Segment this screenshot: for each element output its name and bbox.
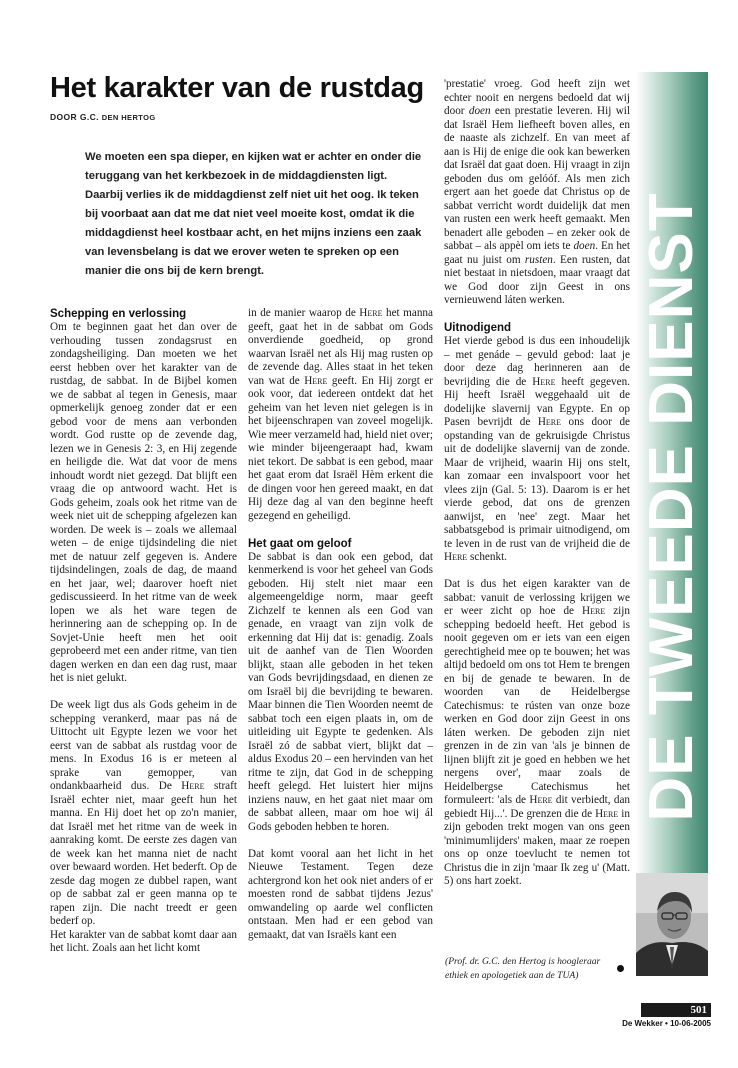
paragraph: Het vierde gebod is dus een inhoudelijk – met genáde – gevuld gebod: laat je door deze dag herinneren aan de bevrijding die de Here heeft gegeven. Hij heeft Israël weggehaald uit de dodelijke slavernij van Egypte. En op Pasen bevrijdt de Here ons door de opstanding van de gekruisigde Christus uit de dodelijke slavernij van de zonde. Maar de vrijheid, waarin Hij ons stelt, kan zomaar een invalspoort voor het vlees zijn (Gal. 5: 13). Daarom is er het vierde gebod, dat ons de grenzen aanwijst, en 'nee' zegt. Maar het sabbatsgebod is primair uitnodigend, om te leven in de rust van de vrijheid die de Here schenkt. [444, 335, 630, 563]
section-title: DE TWEEDE DIENST [637, 192, 706, 822]
section-band [636, 72, 708, 942]
author-portrait-image [636, 873, 708, 976]
paragraph: De week ligt dus als Gods geheim in de schepping verankerd, maar pas ná de Uittocht uit Egypte lezen we voor het eerst van de sabbat als rustdag voor de mens. In Exodus 16 is er meteen al sprake van gemopper, van ondankbaarheid dus. De Here straft Israël echter niet, maar geeft hun het manna. En Hij doet het op zo'n manier, dat Israël met het ritme van de week in aanraking komt. De eerste zes dagen van de week kan het manna niet de nacht over bewaard worden. Het bederft. Op de zesde dag mogen ze dubbel rapen, want op de sabbat zal er geen manna op te rapen zijn. Die nacht treedt er geen bederf op. [50, 699, 237, 927]
section-heading-uitnodigend: Uitnodigend [444, 322, 512, 334]
article-intro: We moeten een spa dieper, en kijken wat er achter en onder die teruggang van het kerkbezoek in de middagdiensten ligt. Daarbij verlies ik de middagdienst zelf niet uit het oog. Ik teken bij voorbaat aan dat me dat niet veel moeite kost, omdat ik die middagdienst heel kostbaar acht, en het mijns inziens een zaak van levensbelang is dat we erover weten te spreken op een manier die ons bij de kern brengt. [85, 151, 422, 277]
end-bullet-icon [617, 965, 624, 972]
paragraph: 'prestatie' vroeg. God heeft zijn wet echter nooit en nergens bedoeld dat wij door doen een prestatie leveren. Hij wil dat Israël Hem liefheeft boven alles, en de naaste als zichzelf. En van meet af aan is Hij de enige die ook kan bewerken dat Israël dat gaat doen. Hij vraagt in zijn geboden dus om gelóóf. Als men zich ergert aan het goede dat Christus op de sabbat verricht wordt duidelijk dat men van rusten een werk heeft gemaakt. Men benadert alle geboden – en zeker ook de sabbat – als appèl om iets te doen. En het gaat nu juist om rusten. Een rusten, dat niet bestaat in nietsdoen, maar vraagt dat we God door zijn Geest in ons vernieuwend láten werken. [444, 78, 631, 306]
section-heading-schepping: Schepping en verlossing [50, 308, 187, 320]
paragraph: Het karakter van de sabbat komt daar aan het licht. Zoals aan het licht komt [50, 928, 237, 954]
page-number: 501 [690, 1004, 707, 1016]
paragraph: Om te beginnen gaat het dan over de verhouding tussen zondagsrust en zondagsheiliging. Dan moeten we het eerst hebben over het karakter van de rustdag, de sabbat. In de Bijbel komen we de sabbat al tegen in Genesis, maar opmerkelijk genoeg zonder dat er een gebod voor de mens aan verbonden wordt. God rustte op de zevende dag, lezen we in Genesis 2: 3, en Hij zegende en heiligde die. Wat dat voor de mens inhoudt wordt niet gezegd. Dat blijft een vraag die op antwoord wacht. Het is Gods geheim, zoals ook het ritme van de week niet uit de schepping afgelezen kan worden. De week is – zoals we allemaal weten – de enige tijdsindeling die niet met de natuur zelf gegeven is. Andere tijdsindelingen, zoals de dag, de maand en het jaar, wel; daarover hoeft niet gediscussieerd. In het ritme van de week lopen we als het ware tegen de herinnering aan de schepping op. In de Sovjet-Unie heeft men het ooit geprobeerd met een ander ritme, van tien dagen werken en dan een dag rust, maar het is niet gelukt. [50, 321, 237, 684]
author-photo [636, 873, 708, 976]
byline-name: DEN HERTOG [101, 113, 156, 122]
text-column-1 [50, 307, 237, 969]
author-footnote: (Prof. dr. G.C. den Hertog is hoogleraar ethiek en apologetiek aan de TUA) [445, 956, 601, 981]
paragraph: in de manier waarop de Here het manna geeft, gaat het in de sabbat om Gods onverdiende goedheid, op grond waarvan Israël net als Hij mag rusten op de zevende dag. Alles staat in het teken van wat de Here geeft. En Hij zorgt er ook voor, dat iedereen ontdekt dat het geheim van het leven niet gelegen is in het bijeenschrapen van zoveel mogelijk. Wie meer verzameld had, hield niet over; wie minder bijeengeraapt had, kwam niet tekort. De sabbat is een gebod, maar het gaat erom dat Israël Hèm erkent die de dingen voor hen gereed maakt, en dat Hij deze dag al van den beginne heeft gezegend en geheiligd. [248, 307, 433, 522]
text-column-3 [444, 78, 630, 902]
publication-info: De Wekker • 10-06-2005 [622, 1019, 711, 1028]
section-heading-geloof: Het gaat om geloof [248, 537, 352, 550]
paragraph: Dat is dus het eigen karakter van de sabbat: vanuit de verlossing krijgen we er weer zicht op hoe de Here zijn schepping bedoeld heeft. Het gebod is nooit gegeven om er iets van een eigen gerechtigheid mee op te bouwen; het was altijd bedoeld om ons tot Hem te brengen en bij de genade te bewaren. In de woorden van de Heidelbergse Catechismus: te rústen van onze boze werken en God door zijn Geest in ons láten werken. De geboden zijn niet grenzen in de zin van 'als je binnen de lijnen blijft zit je goed en hebben we het nergens over', maar zoals de Heidelbergse Catechismus het formuleert: 'als de Here dit verbiedt, dan gebiedt Hij...'. De grenzen die de Here in zijn geboden trekt mogen van ons geen 'minimumlijders' maken, maar ze roepen ons op onze toevlucht te nemen tot Christus die in zijn 'maar Ik zeg u' (Matt. 5) ons hart zoekt. [444, 578, 631, 887]
text-column-2 [248, 307, 433, 956]
byline-prefix: DOOR G.C. [50, 112, 102, 122]
paragraph: De sabbat is dan ook een gebod, dat kenmerkend is voor het geheel van Gods geboden. Hij stelt niet maar een algemeengeldige norm, maar geeft Zichzelf te kennen als een God van genade, en vraagt van zijn volk de erkenning dat Hij dat is: genadig. Zoals uit de aanhef van de Tien Woorden blijkt, staan alle geboden in het teken van Gods bevrijdingsdaad, en dienen ze om Israël bij die bevrijding te bewaren. Maar binnen die Tien Woorden neemt de sabbat toch een eigen plaats in, om de uitleiding uit Egypte te gedenken. Als Israël zó de sabbat viert, blijkt dat – aldus Exodus 20 – een hervinden van het ritme te zijn, dat God in de schepping heeft gelegd. Het luistert hier mijns inziens nauw, en het gaat niet maar om de sabbat alleen, maar om hoe wij ál Gods geboden hebben te horen. [248, 550, 433, 833]
page-number-bar [641, 1003, 711, 1017]
paragraph: Dat komt vooral aan het licht in het Nieuwe Testament. Tegen deze achtergrond kon het ook niet anders of er moesten rond de sabbat tijdens Jezus' omwandeling op aarde wel conflicten ontstaan. Men had er een gebod van gemaakt, dat van Israëls kant een [248, 847, 433, 941]
byline [50, 112, 156, 122]
article-title: Het karakter van de rustdag [50, 72, 424, 104]
